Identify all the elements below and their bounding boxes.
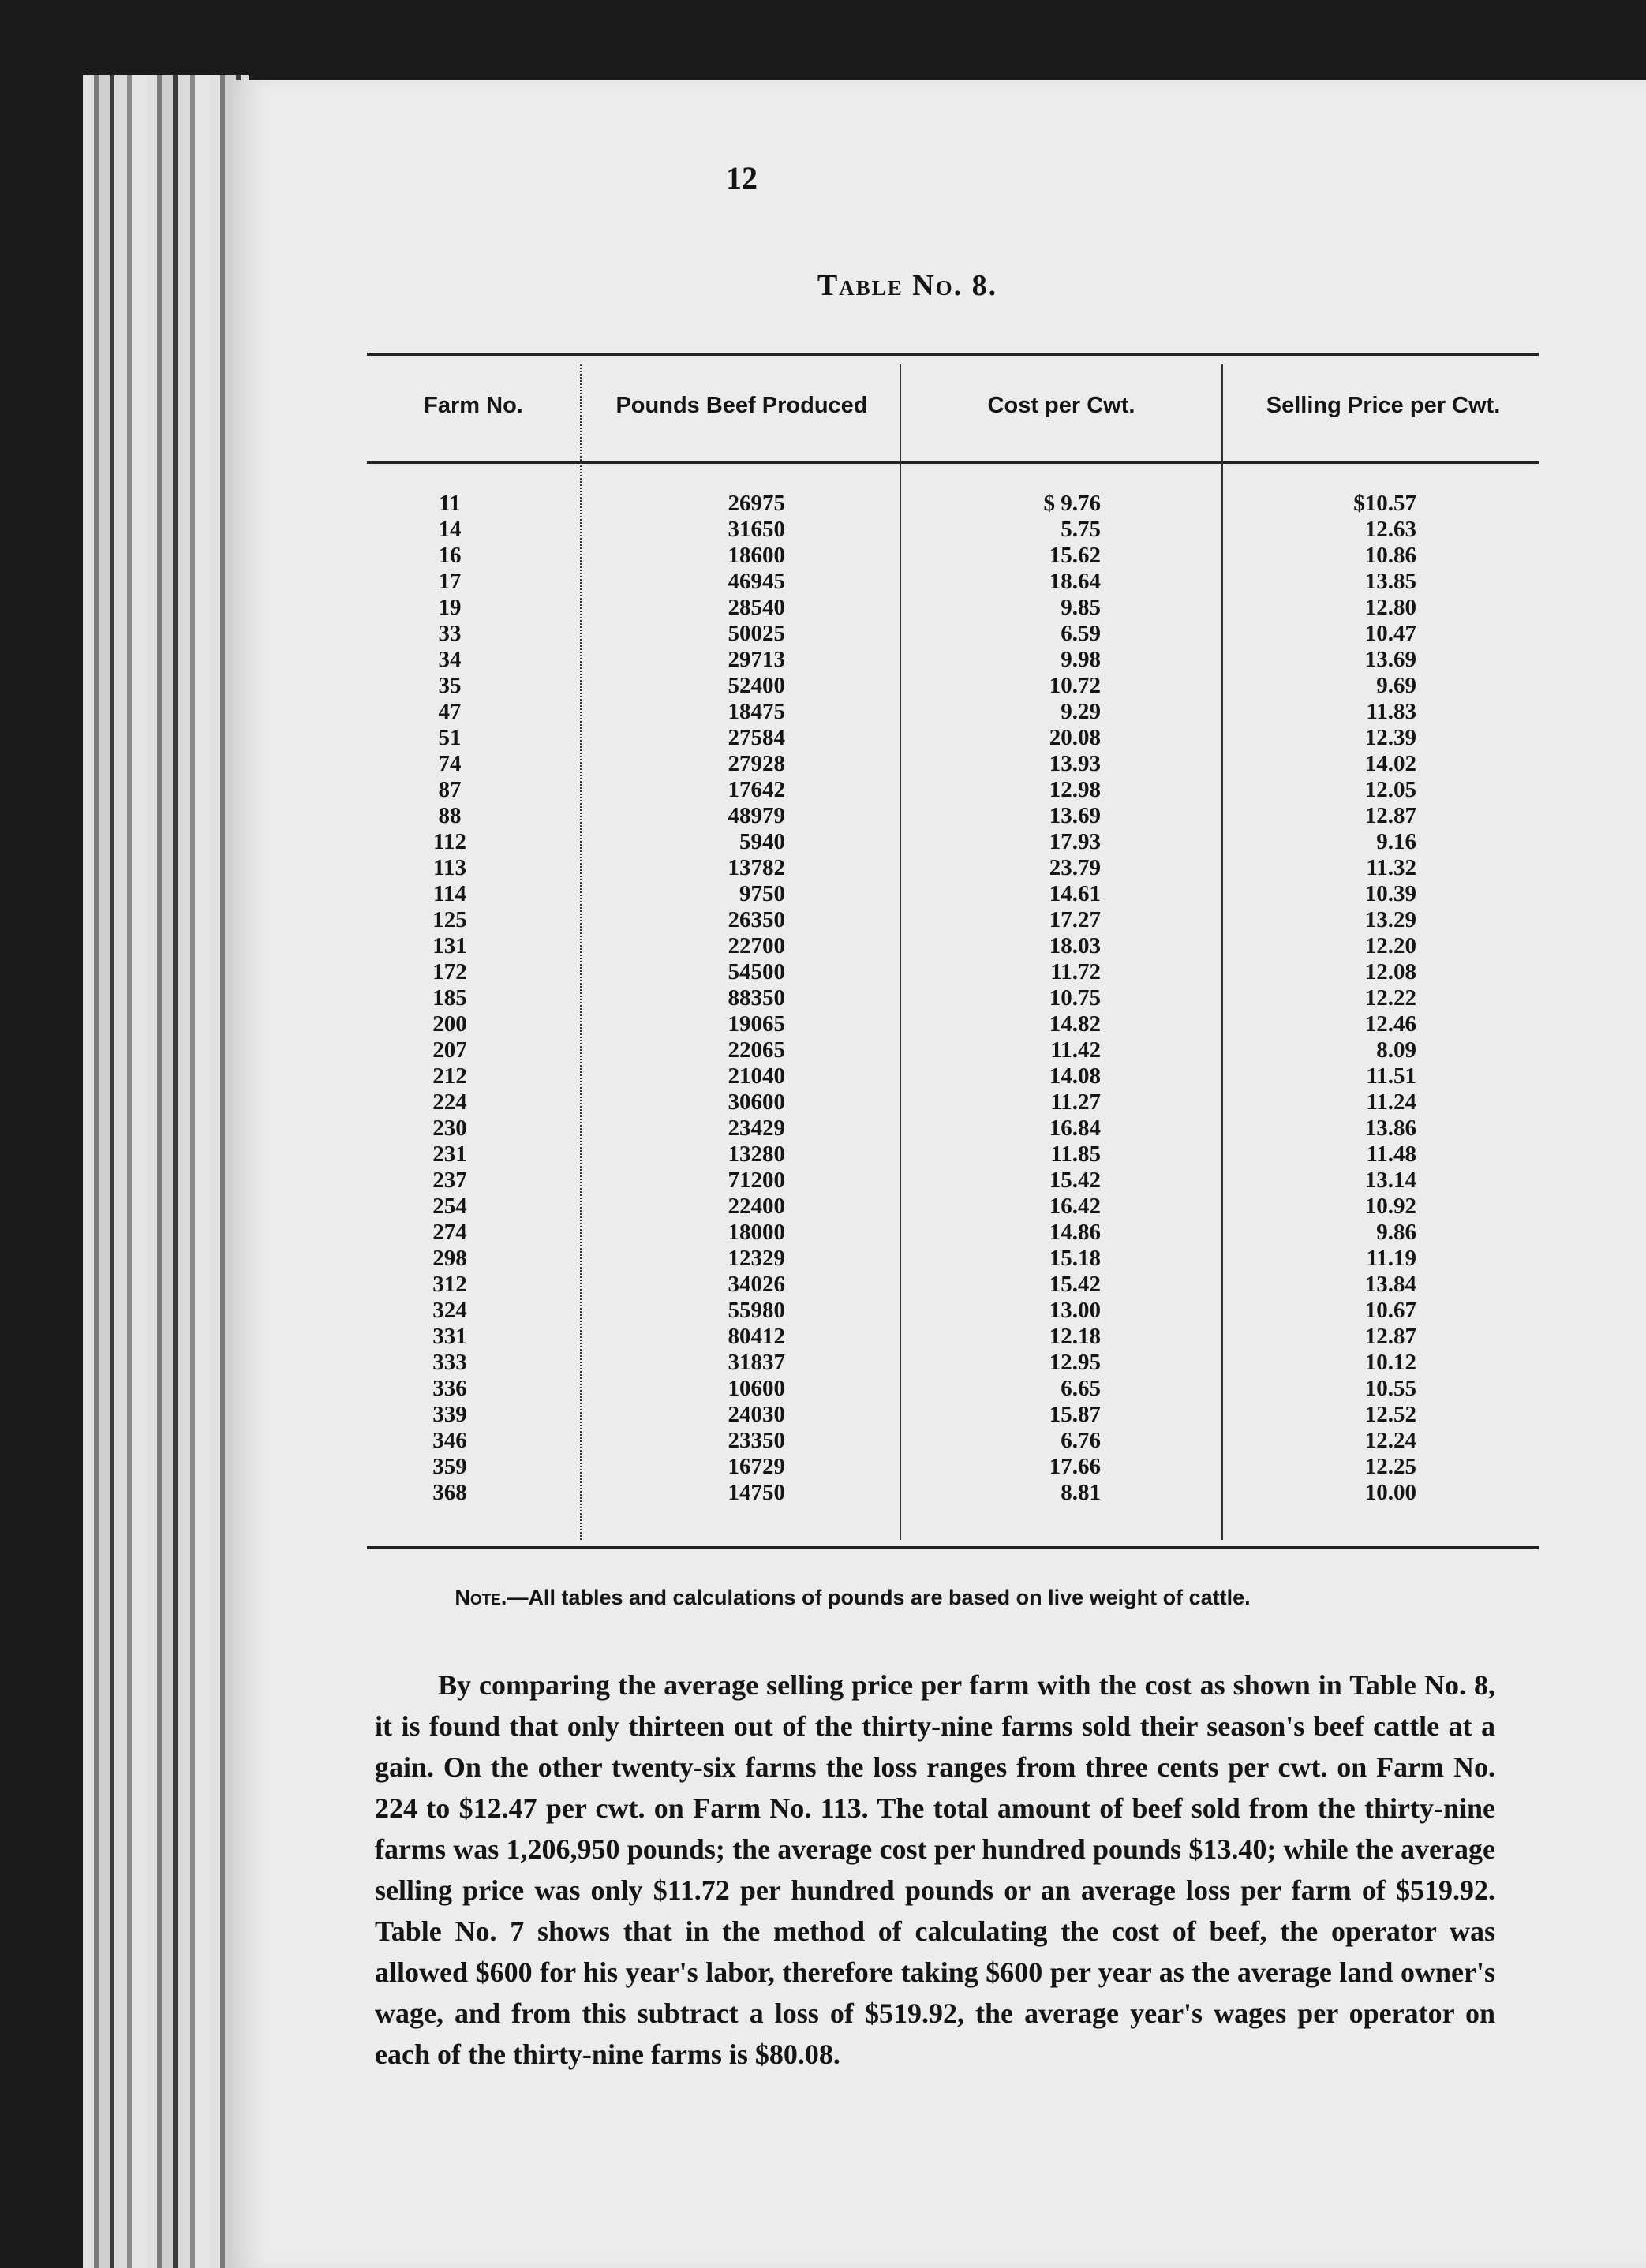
table-cell-pounds: 54500 (728, 959, 785, 985)
table-cell-cost: 12.18 (1049, 1324, 1101, 1349)
table-cell-cost: 15.62 (1049, 543, 1101, 568)
table-cell-farm-no: 298 (432, 1246, 467, 1271)
table-cell-farm-no: 212 (432, 1063, 467, 1089)
table-cell-farm-no: 51 (438, 725, 462, 750)
table-cell-cost: 15.42 (1049, 1168, 1101, 1193)
table-cell-farm-no: 254 (432, 1194, 467, 1219)
table-cell-cost: 20.08 (1049, 725, 1101, 750)
table-cell-pounds: 22065 (728, 1037, 785, 1063)
table-cell-farm-no: 200 (432, 1011, 467, 1037)
table-cell-cost: 5.75 (1061, 517, 1101, 542)
table-cell-pounds: 29713 (728, 647, 785, 672)
table-cell-farm-no: 346 (432, 1428, 467, 1453)
table-cell-farm-no: 331 (432, 1324, 467, 1349)
table-cell-pounds: 17642 (728, 777, 785, 802)
table-cell-selling: 10.55 (1364, 1376, 1416, 1401)
table-cell-selling: 12.25 (1364, 1454, 1416, 1479)
table-cell-pounds: 55980 (728, 1298, 785, 1323)
table-cell-selling: 11.19 (1366, 1246, 1416, 1271)
table-cell-cost: 12.95 (1049, 1350, 1101, 1375)
page-number: 12 (726, 160, 758, 196)
table-cell-cost: 13.00 (1049, 1298, 1101, 1323)
table-cell-farm-no: 47 (438, 699, 462, 724)
header-pounds-beef: Pounds Beef Produced (615, 393, 868, 418)
table-cell-farm-no: 224 (432, 1089, 467, 1115)
table-cell-pounds: 52400 (728, 673, 785, 698)
table-cell-selling: 12.22 (1364, 985, 1416, 1011)
table-cell-cost: 16.42 (1049, 1194, 1101, 1219)
table-cell-pounds: 71200 (728, 1168, 785, 1193)
table-cell-pounds: 50025 (728, 621, 785, 646)
header-farm-no: Farm No. (424, 393, 523, 418)
table-cell-pounds: 26350 (728, 907, 785, 932)
note-text: —All tables and calculations of pounds are based on live weight of cattle. (507, 1586, 1251, 1609)
table-cell-farm-no: 114 (433, 881, 466, 906)
table-cell-cost: 17.66 (1049, 1454, 1101, 1479)
table-cell-cost: 6.59 (1061, 621, 1101, 646)
table-cell-pounds: 19065 (728, 1011, 785, 1037)
table-cell-pounds: 5940 (739, 829, 785, 854)
note-lead: Note. (455, 1586, 507, 1609)
table-cell-cost: 9.29 (1061, 699, 1101, 724)
table-cell-pounds: 18000 (728, 1220, 785, 1245)
column-divider (1221, 364, 1223, 1540)
table-cell-selling: 12.20 (1364, 933, 1416, 958)
table-cell-farm-no: 339 (432, 1402, 467, 1427)
table-cell-cost: 18.03 (1049, 933, 1101, 958)
book-spine-edge (83, 75, 249, 2268)
table-cell-pounds: 13782 (728, 855, 785, 880)
table-cell-farm-no: 88 (438, 803, 462, 828)
table-cell-selling: 10.00 (1364, 1480, 1416, 1505)
table-note (146, 1586, 1559, 1610)
table-cell-farm-no: 274 (432, 1220, 467, 1245)
table-cell-farm-no: 87 (438, 777, 462, 802)
table-cell-pounds: 18475 (728, 699, 785, 724)
table-cell-farm-no: 207 (432, 1037, 467, 1063)
table-cell-selling: 11.32 (1366, 855, 1416, 880)
table-cell-selling: 9.69 (1376, 673, 1416, 698)
table-cell-selling: 11.83 (1366, 699, 1416, 724)
table-cell-cost: 16.84 (1049, 1115, 1101, 1141)
table-cell-selling: 13.84 (1364, 1272, 1416, 1297)
table-cell-farm-no: 230 (432, 1115, 467, 1141)
table-cell-cost: 10.72 (1049, 673, 1101, 698)
table-cell-farm-no: 185 (432, 985, 467, 1011)
table-cell-selling: 12.39 (1364, 725, 1416, 750)
table-cell-cost: 12.98 (1049, 777, 1101, 802)
table-cell-farm-no: 113 (433, 855, 466, 880)
table-cell-cost: 6.76 (1061, 1428, 1101, 1453)
table-cell-pounds: 46945 (728, 569, 785, 594)
table-cell-selling: 11.51 (1366, 1063, 1416, 1089)
table-cell-pounds: 31837 (728, 1350, 785, 1375)
table-cell-pounds: 22400 (728, 1194, 785, 1219)
table-cell-selling: 13.14 (1364, 1168, 1416, 1193)
table-cell-pounds: 14750 (728, 1480, 785, 1505)
table-cell-pounds: 23429 (728, 1115, 785, 1141)
table-top-rule (367, 353, 1539, 356)
column-divider (900, 364, 901, 1540)
book-page (233, 80, 1646, 2268)
column-selling-price (1259, 491, 1416, 1506)
table-cell-selling: 11.48 (1366, 1141, 1416, 1167)
table-cell-cost: 11.72 (1050, 959, 1101, 985)
table-cell-pounds: 22700 (728, 933, 785, 958)
table-cell-cost: 9.85 (1061, 595, 1101, 620)
table-cell-selling: 10.92 (1364, 1194, 1416, 1219)
table-cell-selling: 9.16 (1376, 829, 1416, 854)
table-cell-pounds: 27584 (728, 725, 785, 750)
table-cell-pounds: 10600 (728, 1376, 785, 1401)
table-cell-farm-no: 368 (432, 1480, 467, 1505)
table-cell-farm-no: 74 (438, 751, 462, 776)
table-cell-selling: 8.09 (1376, 1037, 1416, 1063)
table-cell-farm-no: 131 (432, 933, 467, 958)
table-cell-farm-no: 19 (438, 595, 462, 620)
table-bottom-rule (367, 1546, 1539, 1549)
table-cell-cost: 10.75 (1049, 985, 1101, 1011)
table-cell-cost: 8.81 (1061, 1480, 1101, 1505)
table-cell-cost: 15.18 (1049, 1246, 1101, 1271)
table-cell-selling: 11.24 (1366, 1089, 1416, 1115)
table-cell-selling: 12.46 (1364, 1011, 1416, 1037)
table-cell-cost: 23.79 (1049, 855, 1101, 880)
table-cell-cost: 9.98 (1061, 647, 1101, 672)
header-cost-per-cwt: Cost per Cwt. (987, 393, 1135, 418)
table-cell-cost: $ 9.76 (1043, 491, 1101, 516)
table-cell-farm-no: 33 (438, 621, 462, 646)
body-paragraph: By comparing the average selling price per farm with the cost as shown in Table No. 8, it is found that only thirteen out of the thirty-nine farms sold their season's beef cattle at a gain. On the other twenty-six farms the loss ranges from three cents per cwt. on Farm No. 224 to $12.47 per cwt. on Farm No. 113. The total amount of beef sold from the thirty-nine farms was 1,206,950 pounds; the average cost per hundred pounds $13.40; while the average selling price was only $11.72 per hundred pounds or an average loss per farm of $519.92. Table No. 7 shows that in the method of calculating the cost of beef, the operator was allowed $600 for his year's labor, therefore taking $600 per year as the average land owner's wage, and from this subtract a loss of $519.92, the average year's wages per operator on each of the thirty-nine farms is $80.08. (375, 1669, 1495, 2070)
table-cell-cost: 11.85 (1050, 1141, 1101, 1167)
table-cell-pounds: 26975 (728, 491, 785, 516)
table-cell-selling: 9.86 (1376, 1220, 1416, 1245)
table-cell-farm-no: 333 (432, 1350, 467, 1375)
table-cell-farm-no: 312 (432, 1272, 467, 1297)
table-cell-selling: 12.05 (1364, 777, 1416, 802)
table-cell-cost: 13.93 (1049, 751, 1101, 776)
table-cell-farm-no: 14 (438, 517, 462, 542)
table-cell-pounds: 21040 (728, 1063, 785, 1089)
table-cell-farm-no: 34 (438, 647, 462, 672)
table-cell-selling: 10.39 (1364, 881, 1416, 906)
table-cell-selling: 10.86 (1364, 543, 1416, 568)
table-cell-selling: 10.12 (1364, 1350, 1416, 1375)
table-cell-cost: 13.69 (1049, 803, 1101, 828)
table-cell-selling: 10.47 (1364, 621, 1416, 646)
header-selling-price: Selling Price per Cwt. (1266, 393, 1501, 418)
table-cell-pounds: 28540 (728, 595, 785, 620)
table-cell-cost: 11.42 (1050, 1037, 1101, 1063)
table-cell-cost: 17.93 (1049, 829, 1101, 854)
table-cell-cost: 11.27 (1050, 1089, 1101, 1115)
table-cell-pounds: 12329 (728, 1246, 785, 1271)
table-cell-cost: 14.86 (1049, 1220, 1101, 1245)
table-cell-farm-no: 172 (432, 959, 467, 985)
table-cell-selling: 12.63 (1364, 517, 1416, 542)
table-cell-selling: $10.57 (1353, 491, 1416, 516)
table-cell-cost: 18.64 (1049, 569, 1101, 594)
table-cell-pounds: 24030 (728, 1402, 785, 1427)
table-cell-farm-no: 359 (432, 1454, 467, 1479)
table-cell-selling: 14.02 (1364, 751, 1416, 776)
table-cell-selling: 12.08 (1364, 959, 1416, 985)
table-cell-pounds: 31650 (728, 517, 785, 542)
table-cell-pounds: 88350 (728, 985, 785, 1011)
table-cell-pounds: 30600 (728, 1089, 785, 1115)
table-cell-farm-no: 231 (432, 1141, 467, 1167)
table-cell-farm-no: 336 (432, 1376, 467, 1401)
table-cell-pounds: 34026 (728, 1272, 785, 1297)
table-cell-cost: 6.65 (1061, 1376, 1101, 1401)
table-cell-farm-no: 11 (439, 491, 461, 516)
table-cell-selling: 13.86 (1364, 1115, 1416, 1141)
table-cell-pounds: 13280 (728, 1141, 785, 1167)
table-cell-pounds: 9750 (739, 881, 785, 906)
table-cell-selling: 13.85 (1364, 569, 1416, 594)
table-cell-cost: 17.27 (1049, 907, 1101, 932)
header-bottom-rule (367, 461, 1539, 464)
table-cell-pounds: 23350 (728, 1428, 785, 1453)
table-cell-farm-no: 16 (438, 543, 462, 568)
table-cell-selling: 12.87 (1364, 1324, 1416, 1349)
table-cell-cost: 14.82 (1049, 1011, 1101, 1037)
column-cost-per-cwt (927, 491, 1101, 1506)
table-cell-farm-no: 17 (438, 569, 462, 594)
table-cell-selling: 13.69 (1364, 647, 1416, 672)
table-cell-farm-no: 237 (432, 1168, 467, 1193)
table-cell-cost: 15.87 (1049, 1402, 1101, 1427)
table-cell-cost: 15.42 (1049, 1272, 1101, 1297)
table-cell-selling: 12.24 (1364, 1428, 1416, 1453)
column-farm-no (391, 491, 509, 1506)
table-cell-selling: 13.29 (1364, 907, 1416, 932)
table-cell-farm-no: 112 (433, 829, 466, 854)
table-cell-farm-no: 324 (432, 1298, 467, 1323)
table-title: Table No. 8. (817, 269, 998, 302)
table-cell-pounds: 16729 (728, 1454, 785, 1479)
table-cell-cost: 14.08 (1049, 1063, 1101, 1089)
table-cell-pounds: 18600 (728, 543, 785, 568)
table-cell-selling: 10.67 (1364, 1298, 1416, 1323)
table-cell-farm-no: 125 (432, 907, 467, 932)
table-cell-selling: 12.87 (1364, 803, 1416, 828)
table-cell-pounds: 48979 (728, 803, 785, 828)
column-divider (580, 364, 582, 1540)
column-pounds-beef (627, 491, 785, 1506)
table-cell-selling: 12.52 (1364, 1402, 1416, 1427)
table-cell-farm-no: 35 (438, 673, 462, 698)
table-cell-selling: 12.80 (1364, 595, 1416, 620)
table-cell-pounds: 27928 (728, 751, 785, 776)
table-cell-pounds: 80412 (728, 1324, 785, 1349)
table-cell-cost: 14.61 (1049, 881, 1101, 906)
